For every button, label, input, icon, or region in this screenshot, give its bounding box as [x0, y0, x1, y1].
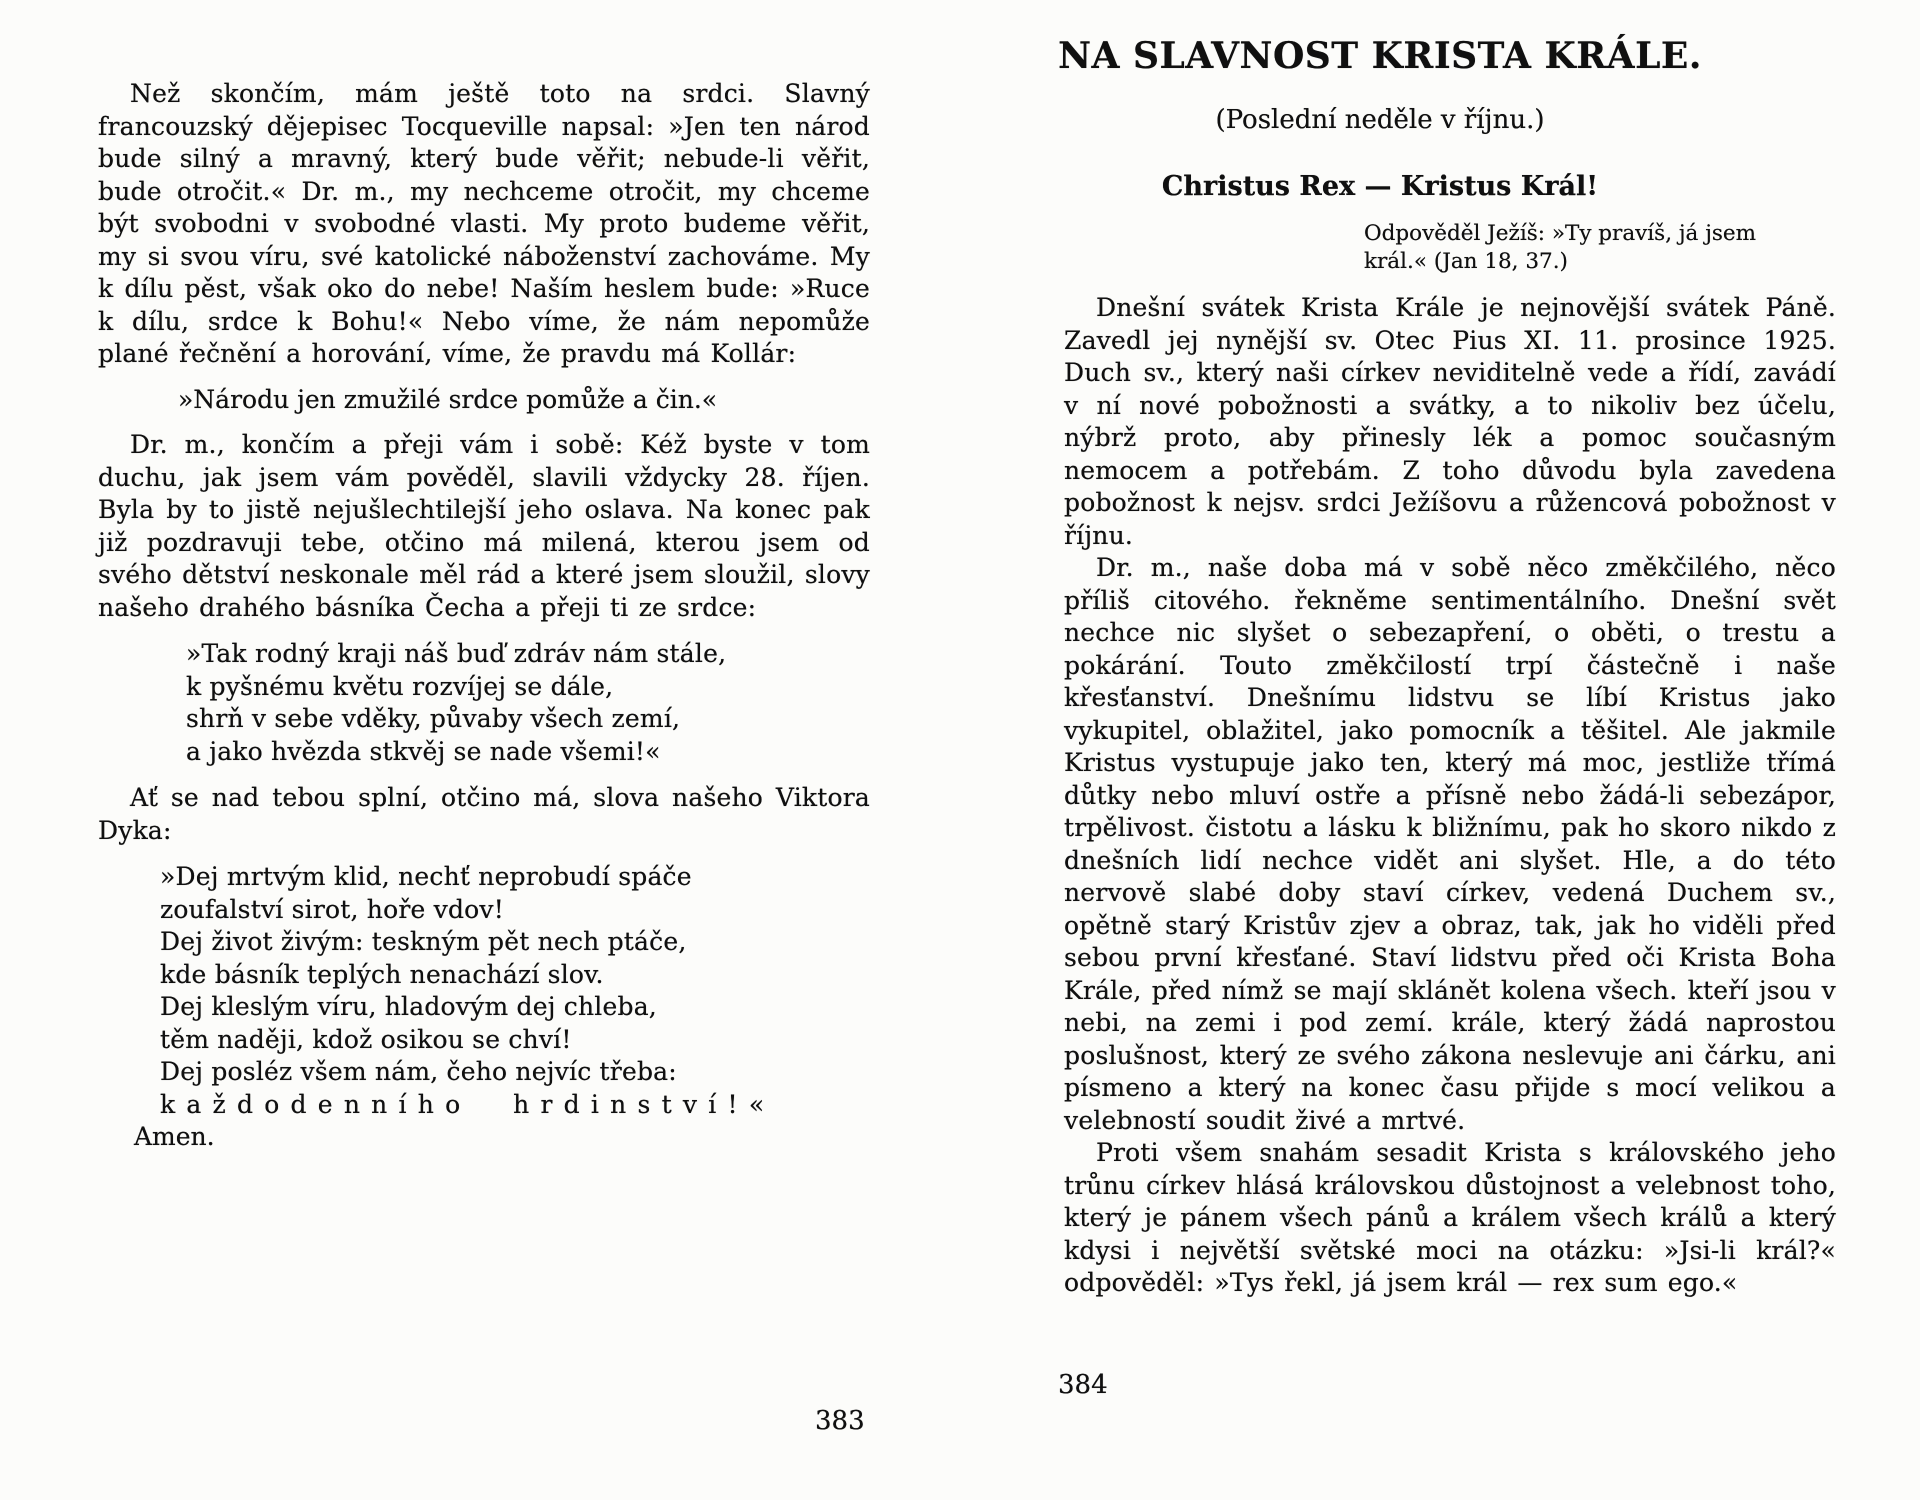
chapter-title: NA SLAVNOST KRISTA KRÁLE.: [1058, 35, 1702, 77]
chapter-subtitle: (Poslední neděle v říjnu.): [1215, 105, 1545, 135]
paragraph: Dr. m., naše doba má v sobě něco změkčilého, něco příliš citového. řekněme sentimentálního. Dnešní svět nechce nic slyšet o sebezapření, o oběti, o trestu a pokárání. Touto změkčilostí trpí částečně i naše křesťanství. Dnešnímu lidstvu se líbí Kristus jako vykupitel, oblažitel, jako pomocník a těšitel. Ale jakmile Kristus vystupuje jako ten, který má moc, jestliže třímá důtky nebo mluví ostře a přísně nebo žádá-li sebezápor, trpělivost. čistotu a lásku k bližnímu, pak ho skoro nikdo z dnešních lidí nechce vidět ani slyšet. Hle, a do této nervově slabé doby staví církev, vedená Duchem sv., opětně starý Kristův zjev a obraz, tak, jak ho viděli před sebou první křesťané. Staví lidstvu před oči Krista Boha Krále, před nímž se mají sklánět kolena všech. kteří jsou v nebi, na zemi i pod zemí. krále, který žádá naprostou poslušnost, který ze svého zákona neslevuje ani čárku, ani písmeno a který na konec času přijde s mocí velikou a velebností soudit živé a mrtvé.: [1064, 553, 1836, 1135]
verse-line: »Tak rodný kraji náš buď zdráv nám stále,: [186, 639, 727, 668]
verse-line: zoufalství sirot, hoře vdov!: [160, 894, 504, 924]
verse-line: Dej posléz všem nám, čeho nejvíc třeba:: [160, 1057, 677, 1086]
right-page: [1058, 34, 1836, 1300]
verse-line: těm naději, kdož osikou se chví!: [160, 1024, 572, 1054]
page-number-right: 384: [1058, 1370, 1108, 1400]
paragraph: Dr. m., končím a přeji vám i sobě: Kéž byste v tom duchu, jak jsem vám pověděl, slavili vždycky 28. říjen. Byla by to jistě nejušlechtilejší jeho oslava. Na konec pak již pozdravuji tebe, otčino má milená, kterou jsem od svého dětství neskonale měl rád a které jsem sloužil, slovy našeho drahého básníka Čecha a přeji ti ze srdce:: [98, 430, 870, 622]
epigraph-line: král.« (Jan 18, 37.): [1364, 249, 1568, 274]
page-number-left: 383: [815, 1406, 865, 1436]
section-heading: Christus Rex — Kristus Král!: [1161, 171, 1599, 202]
verse-line-emphasized: každodenního hrdinství!«: [160, 1089, 776, 1119]
verse-line: Dej kleslým víru, hladovým dej chleba,: [160, 992, 657, 1021]
verse-block-cech: [186, 638, 870, 768]
verse-line: k pyšnému květu rozvíjej se dále,: [186, 671, 614, 701]
scripture-epigraph: [1364, 220, 1836, 276]
epigraph-line: Odpověděl Ježíš: »Ty pravíš, já jsem: [1364, 221, 1757, 246]
verse-line: shrň v sebe vděky, půvaby všech zemí,: [186, 704, 681, 733]
inline-quote: »Národu jen zmužilé srdce pomůže a čin.«: [178, 384, 718, 414]
amen-line: Amen.: [134, 1122, 215, 1151]
verse-line: »Dej mrtvým klid, nechť neprobudí spáče: [160, 862, 692, 891]
paragraph: Než skončím, mám ještě toto na srdci. Slavný francouzský dějepisec Tocqueville napsal: »Jen ten národ bude silný a mravný, který bude věřit; nebude-li věřit, bude otročit.« Dr. m., my nechceme otročit, my chceme být svobodni v svobodné vlasti. My proto budeme věřit, my si svou víru, své katolické náboženství zachováme. My k dílu pěst, však oko do nebe! Naším heslem bude: »Ruce k dílu, srdce k Bohu!« Nebo víme, že nám nepomůže plané řečnění a horování, víme, že pravdu má Kollár:: [98, 79, 870, 368]
paragraph: Dnešní svátek Krista Krále je nejnovější svátek Páně. Zavedl jej nynější sv. Otec Pius XI. 11. prosince 1925. Duch sv., který naši církev neviditelně vede a řídí, zavádí v ní nové pobožnosti a svátky, a to nikoliv bez účelu, nýbrž proto, aby přinesly lék a pomoc současným nemocem a potřebám. Z toho důvodu byla zavedena pobožnost k nejsv. srdci Ježíšovu a růžencová pobožnost v říjnu.: [1064, 293, 1836, 550]
verse-line: kde básník teplých nenachází slov.: [160, 959, 604, 989]
verse-block-dyk: [160, 861, 870, 1121]
paragraph: Proti všem snahám sesadit Krista s královského jeho trůnu církev hlásá královskou důstojnost a velebnost toho, který je pánem všech pánů a králem všech králů a který kdysi i největší světské moci na otázku: »Jsi-li král?« odpověděl: »Tys řekl, já jsem král — rex sum ego.«: [1064, 1138, 1836, 1297]
paragraph: Ať se nad tebou splní, otčino má, slova našeho Viktora Dyka:: [98, 783, 870, 845]
verse-line: Dej život živým: teskným pět nech ptáče,: [160, 927, 687, 956]
left-page: [98, 78, 870, 1154]
verse-line: a jako hvězda stkvěj se nade všemi!«: [186, 736, 661, 766]
